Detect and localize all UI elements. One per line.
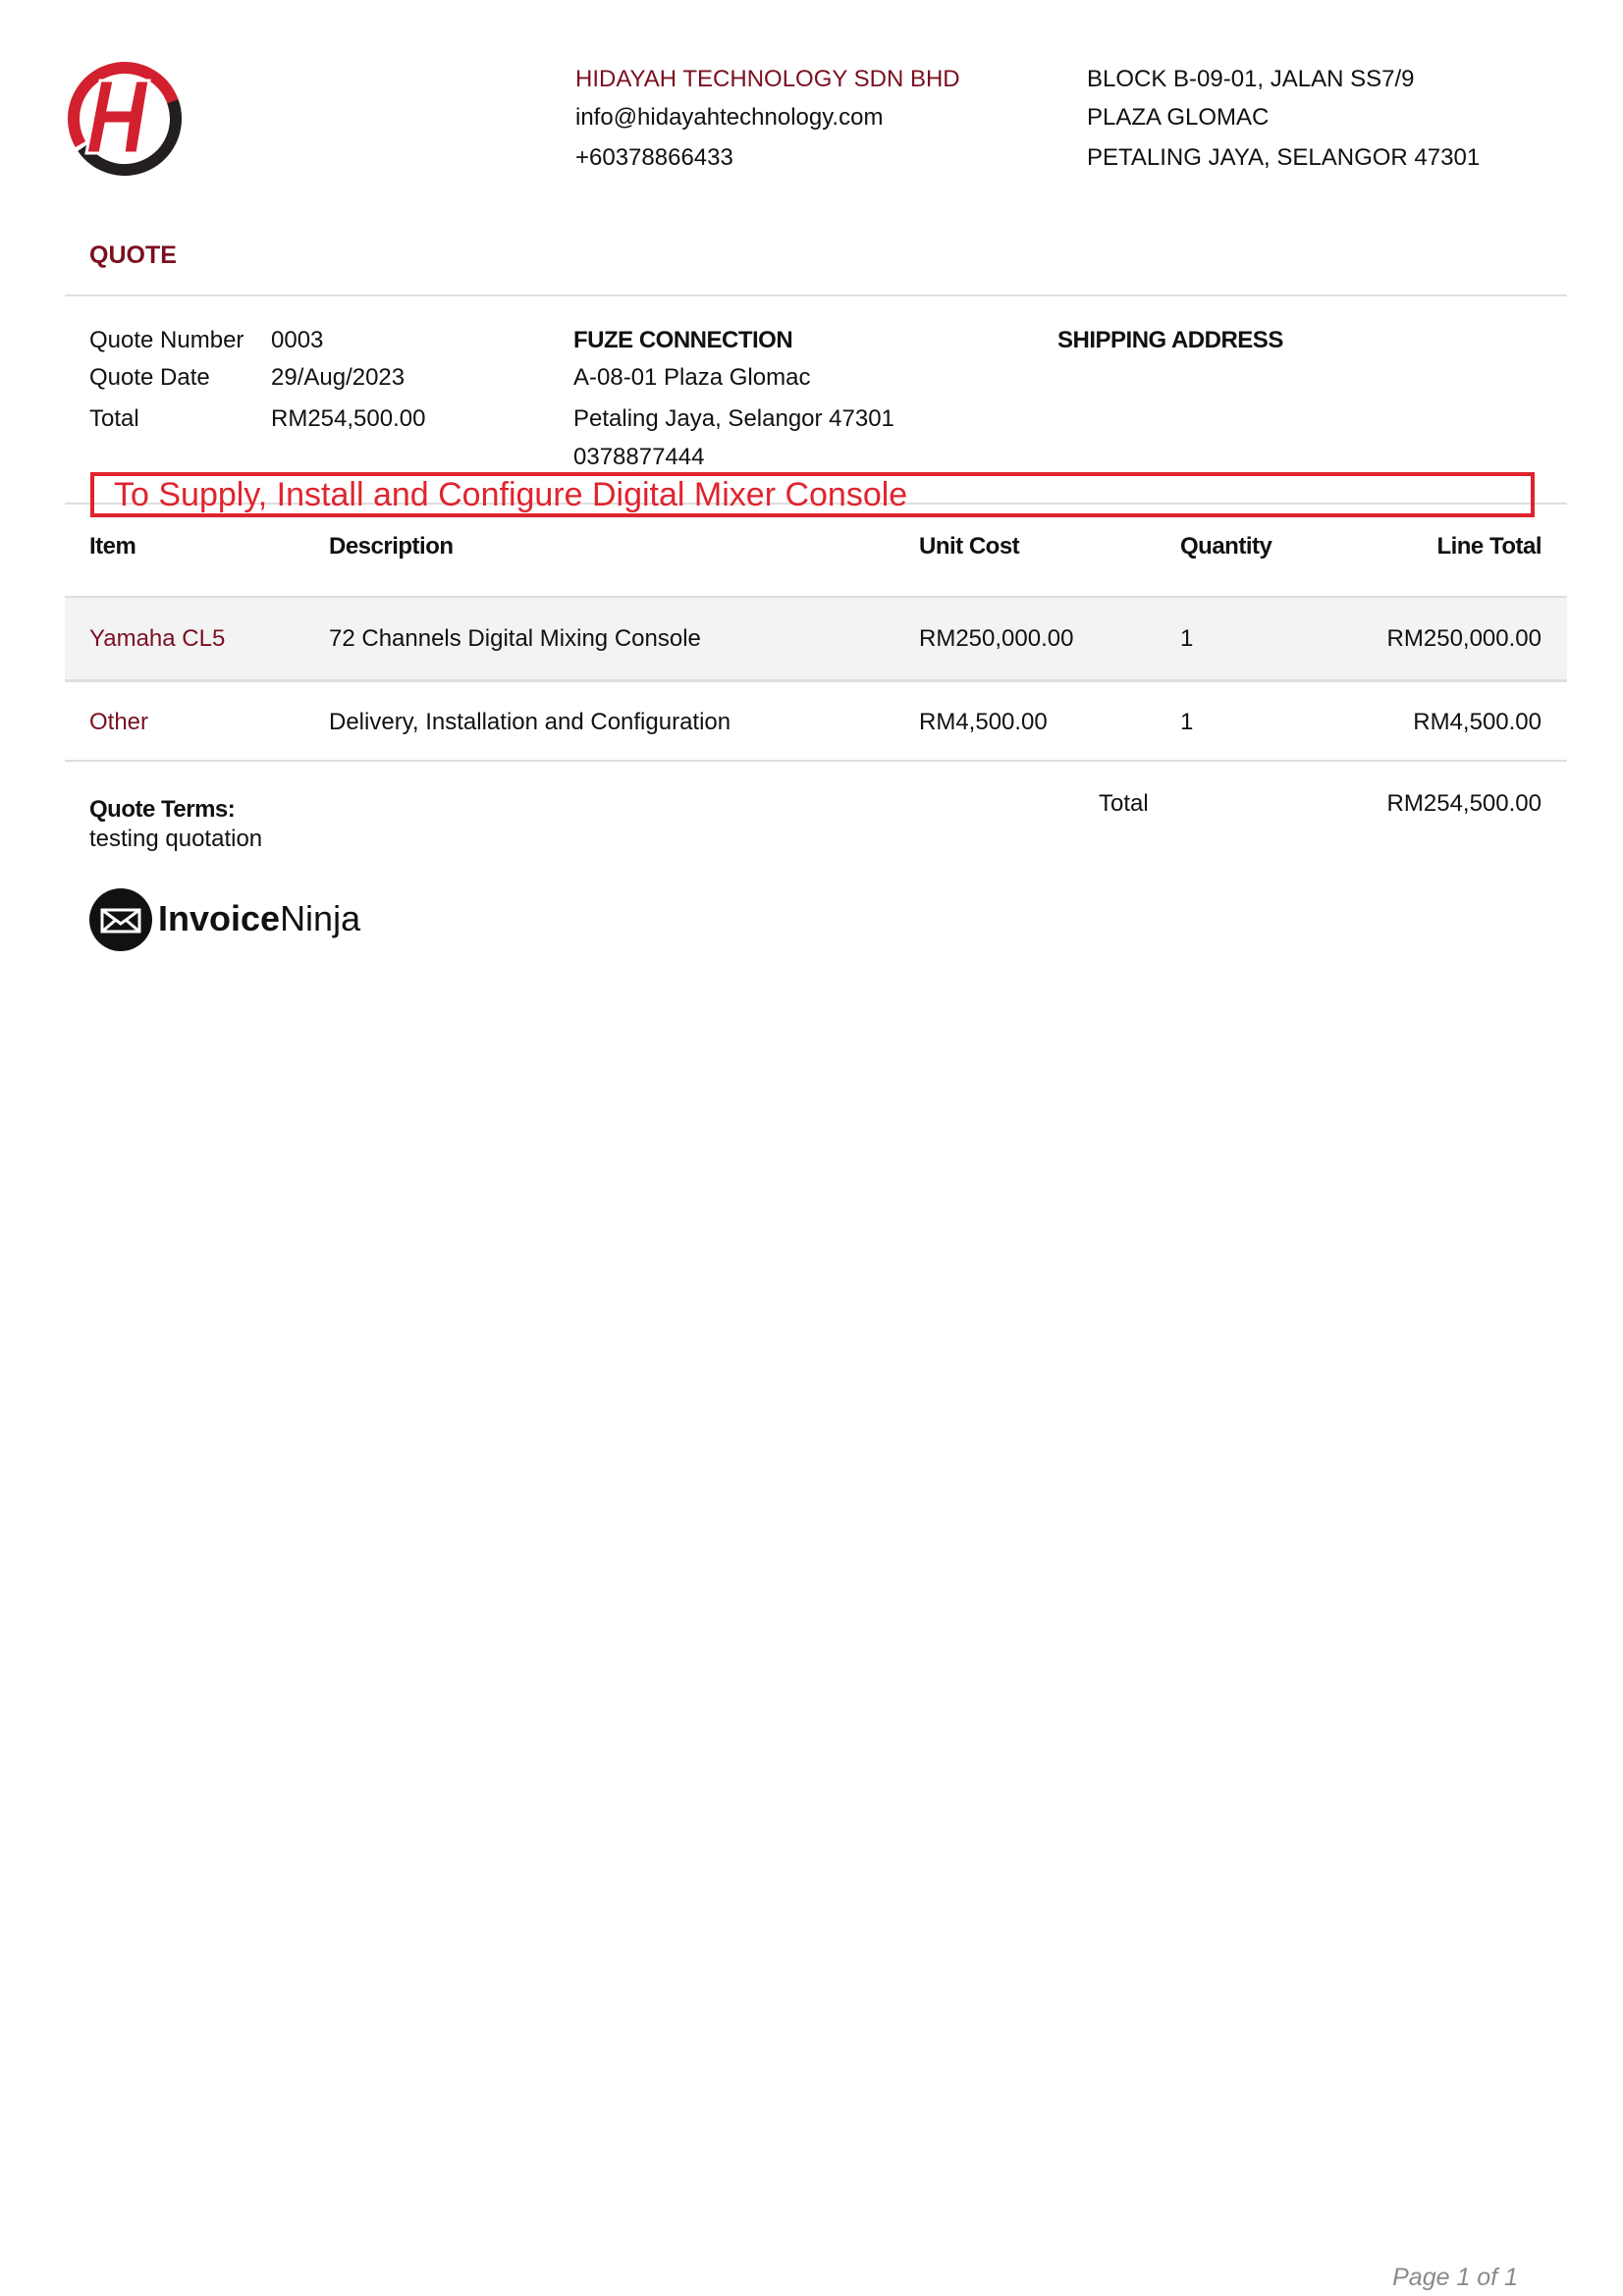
company-name: HIDAYAH TECHNOLOGY SDN BHD [575,66,960,92]
shipping-address-title: SHIPPING ADDRESS [1057,327,1283,353]
quote-number-label: Quote Number [89,327,244,353]
row-unit-cost: RM4,500.00 [919,709,1048,735]
wordmark-bold: Invoice [158,898,281,938]
quote-total-value: RM254,500.00 [271,405,426,432]
divider [65,294,1567,296]
invoice-ninja-wordmark [158,895,360,942]
divider [65,760,1567,762]
row-line-total: RM250,000.00 [1386,625,1542,652]
grand-total-value: RM254,500.00 [1386,790,1542,817]
divider [65,679,1567,682]
row-unit-cost: RM250,000.00 [919,625,1074,652]
row-description: Delivery, Installation and Configuration [329,709,731,735]
quote-number-value: 0003 [271,327,324,353]
column-header-quantity: Quantity [1180,533,1272,560]
company-address-line2: PLAZA GLOMAC [1087,104,1270,131]
client-address-line1: A-08-01 Plaza Glomac [573,364,811,391]
row-quantity: 1 [1180,709,1194,735]
row-quantity: 1 [1180,625,1194,652]
quote-terms-text: testing quotation [89,826,263,852]
row-line-total: RM4,500.00 [1413,709,1542,735]
grand-total-label: Total [1099,790,1149,817]
quote-subject: To Supply, Install and Configure Digital Mixer Console [114,476,908,513]
client-phone: 0378877444 [573,444,705,470]
column-header-line-total: Line Total [1436,533,1542,560]
client-name: FUZE CONNECTION [573,327,793,353]
wordmark-light: Ninja [280,898,361,938]
company-phone: +60378866433 [575,144,733,171]
column-header-item: Item [89,533,136,560]
company-address-line3: PETALING JAYA, SELANGOR 47301 [1087,144,1481,171]
column-header-description: Description [329,533,454,560]
quote-date-value: 29/Aug/2023 [271,364,406,391]
quote-terms-label: Quote Terms: [89,796,236,823]
quote-date-label: Quote Date [89,364,210,391]
document-title: QUOTE [89,241,177,269]
invoice-ninja-logo-icon [89,888,152,951]
client-address-line2: Petaling Jaya, Selangor 47301 [573,405,894,432]
row-item: Yamaha CL5 [89,625,226,652]
company-address-line1: BLOCK B-09-01, JALAN SS7/9 [1087,66,1415,92]
row-item: Other [89,709,149,735]
company-logo [65,59,185,179]
column-header-unit-cost: Unit Cost [919,533,1020,560]
row-description: 72 Channels Digital Mixing Console [329,625,701,652]
quote-total-label: Total [89,405,139,432]
company-email: info@hidayahtechnology.com [575,104,884,131]
page-number: Page 1 of 1 [1392,2264,1518,2291]
